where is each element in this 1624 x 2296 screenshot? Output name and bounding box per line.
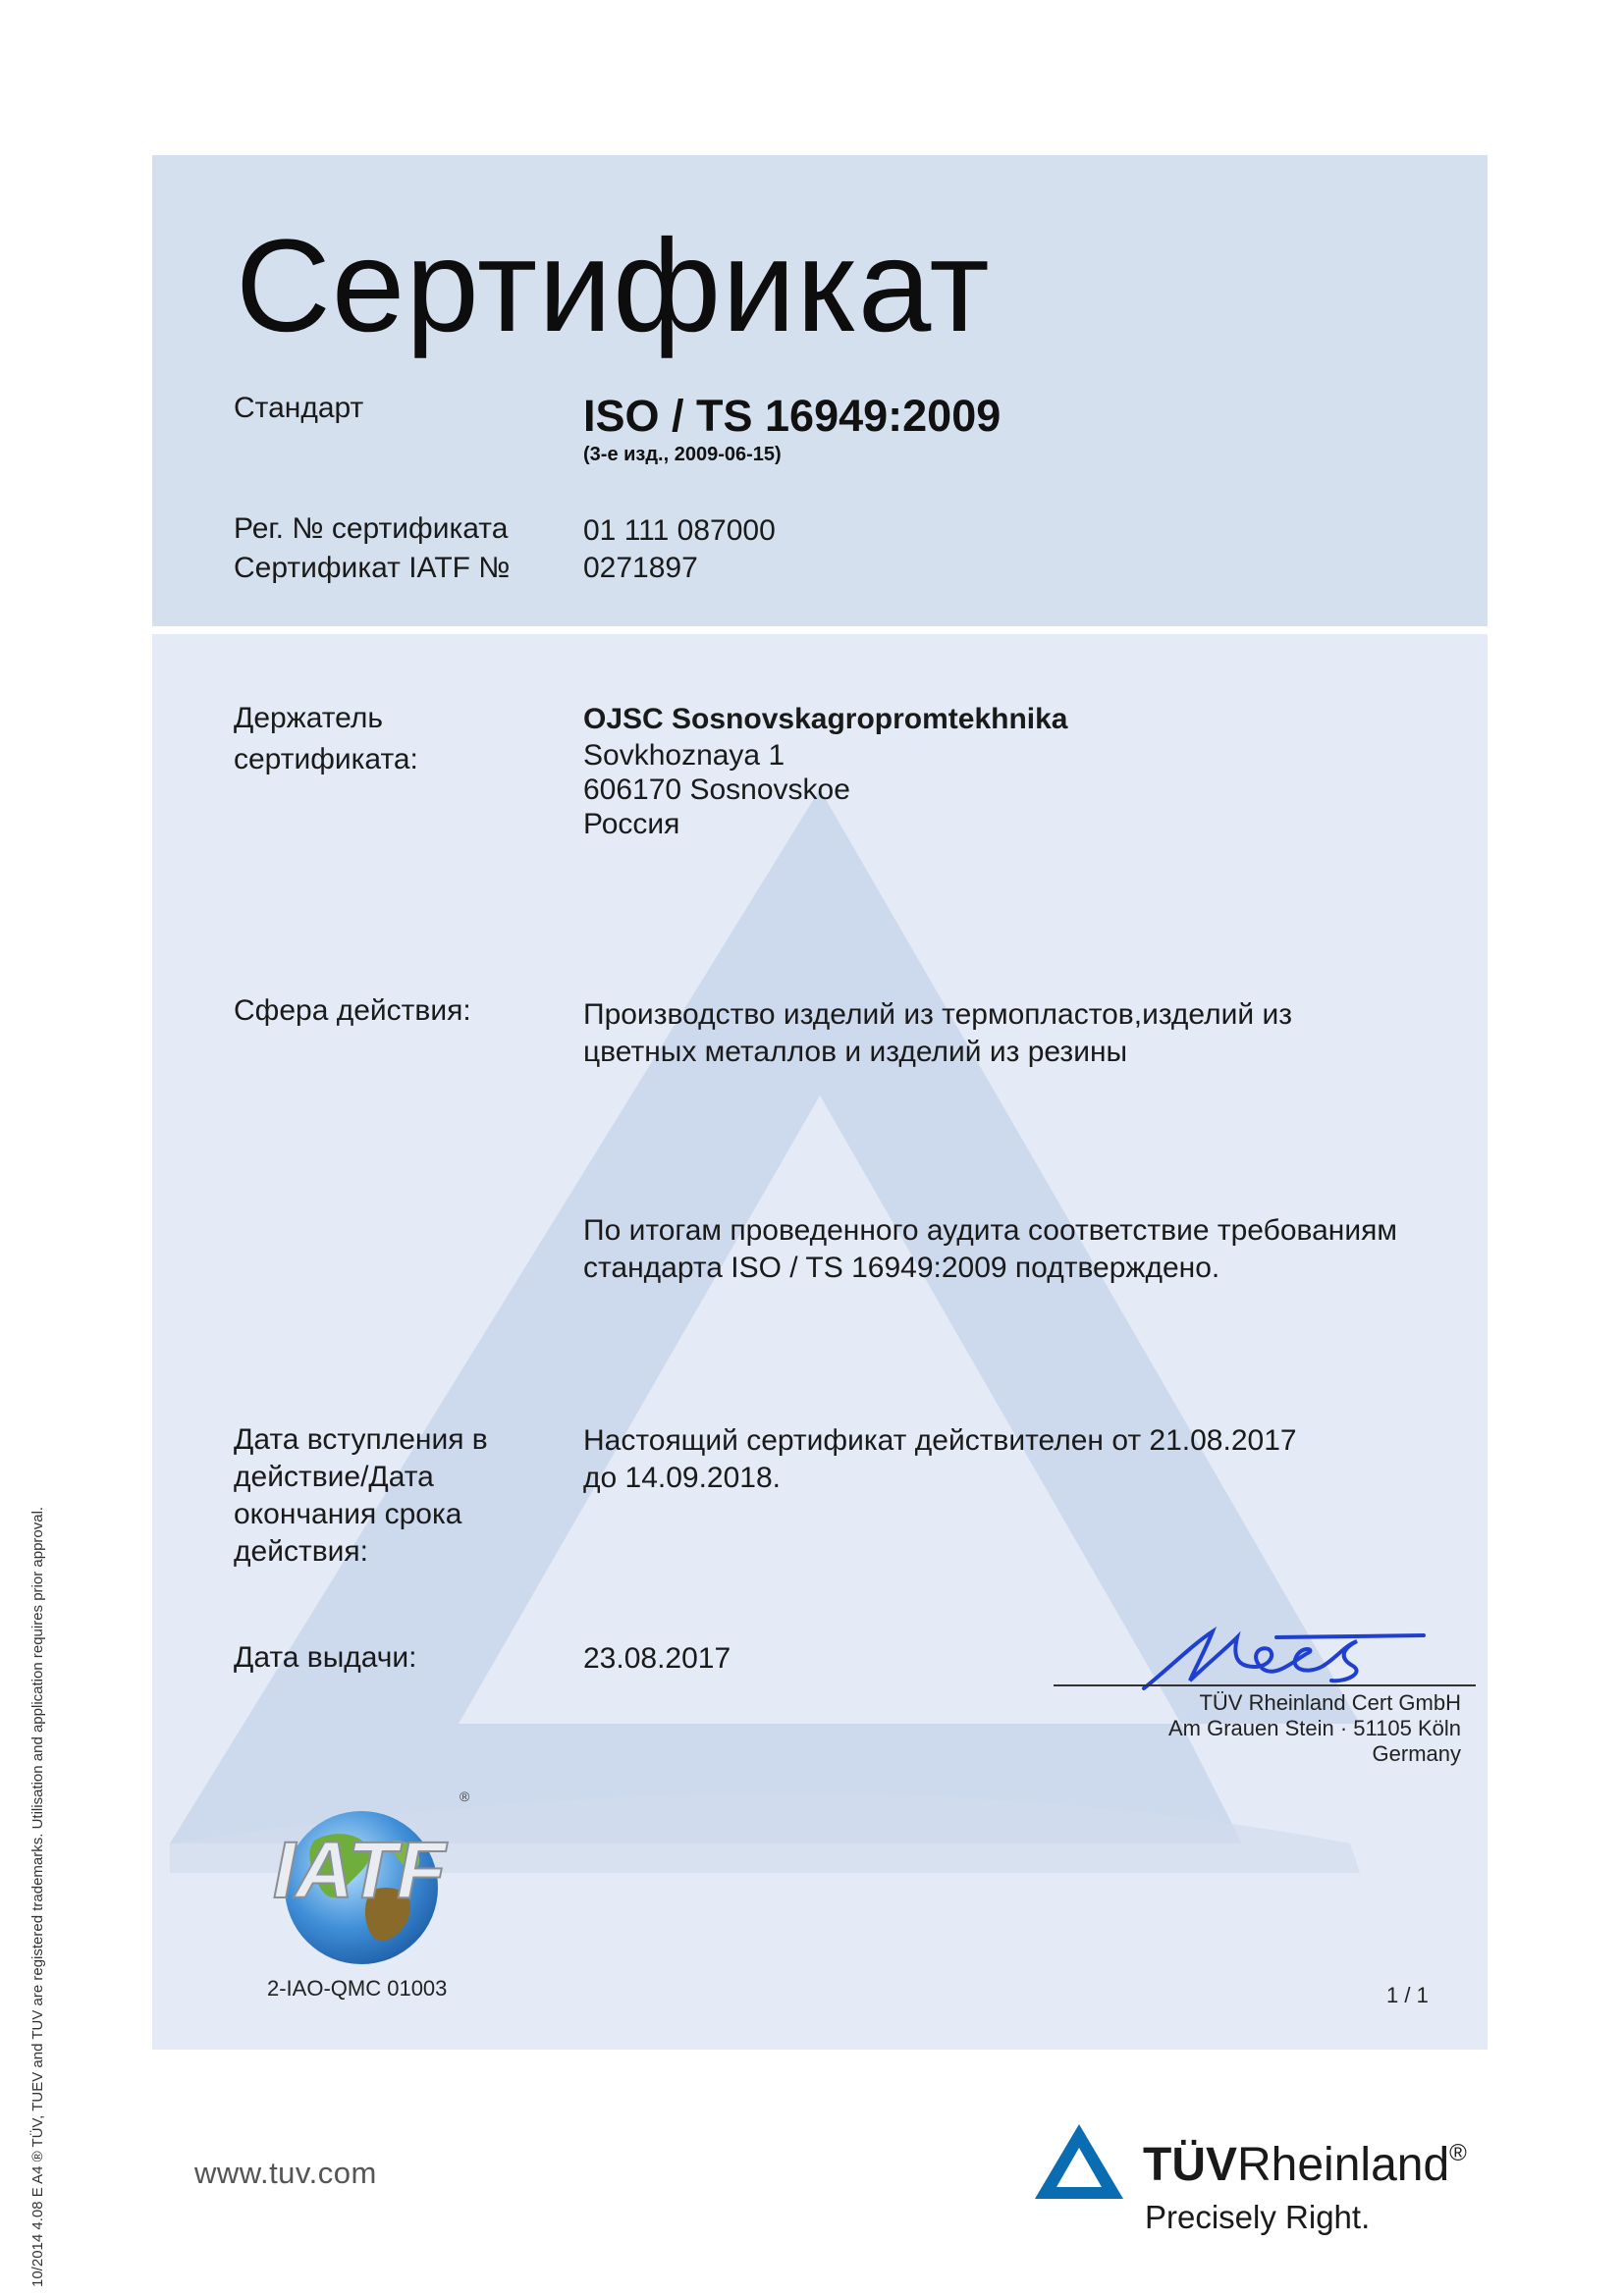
issue-date-value: 23.08.2017 bbox=[583, 1642, 731, 1675]
iatf-number-label: Сертификат IATF № bbox=[234, 552, 511, 584]
iatf-logo-icon bbox=[245, 1782, 481, 1978]
holder-label-line1: Держатель bbox=[234, 702, 384, 734]
issuer-address: Am Grauen Stein · 51105 Köln bbox=[1168, 1716, 1461, 1740]
validity-label-line3: окончания срока bbox=[234, 1498, 462, 1530]
issuer-country: Germany bbox=[1372, 1741, 1461, 1766]
issue-date-label: Дата выдачи: bbox=[234, 1641, 417, 1674]
certificate-title: Сертификат bbox=[236, 213, 991, 359]
tuv-brand-bold: TÜV bbox=[1143, 2139, 1237, 2191]
tuv-brand-regular: Rheinland bbox=[1237, 2139, 1450, 2191]
standard-edition: (3-е изд., 2009-06-15) bbox=[583, 444, 782, 465]
validity-label-line4: действия: bbox=[234, 1535, 368, 1568]
signature-line bbox=[1054, 1684, 1476, 1686]
iatf-code: 2-IAO-QMC 01003 bbox=[267, 1976, 448, 2001]
holder-country: Россия bbox=[583, 808, 680, 840]
tuv-triangle-logo-icon bbox=[1031, 2120, 1127, 2203]
website-link[interactable]: www.tuv.com bbox=[194, 2156, 377, 2190]
issuer-name: TÜV Rheinland Cert GmbH bbox=[1199, 1690, 1461, 1715]
page-number: 1 / 1 bbox=[1386, 1983, 1429, 2007]
holder-street: Sovkhoznaya 1 bbox=[583, 739, 785, 772]
iatf-logo-text: IATF bbox=[273, 1826, 447, 1915]
standard-value: ISO / TS 16949:2009 bbox=[583, 391, 1001, 441]
holder-name: OJSC Sosnovskagropromtekhnika bbox=[583, 703, 1068, 735]
validity-line2: до 14.09.2018. bbox=[583, 1462, 782, 1494]
validity-line1: Настоящий сертификат действителен от 21.08.2017 bbox=[583, 1424, 1297, 1457]
audit-line1: По итогам проведенного аудита соответствие требованиям bbox=[583, 1214, 1397, 1247]
holder-label-line2: сертификата: bbox=[234, 743, 418, 775]
iatf-registered-mark: ® bbox=[460, 1789, 470, 1804]
scope-label: Сфера действия: bbox=[234, 994, 471, 1027]
tuv-brand bbox=[1143, 2138, 1467, 2192]
validity-label-line2: действие/Дата bbox=[234, 1461, 434, 1493]
validity-label-line1: Дата вступления в bbox=[234, 1423, 488, 1456]
scope-line1: Производство изделий из термопластов,изделий из bbox=[583, 998, 1292, 1031]
reg-number-label: Рег. № сертификата bbox=[234, 512, 509, 545]
tuv-registered-mark: ® bbox=[1449, 2140, 1467, 2166]
holder-city: 606170 Sosnovskoe bbox=[583, 774, 850, 806]
issuer-block bbox=[1060, 1690, 1461, 1767]
audit-line2: стандарта ISO / TS 16949:2009 подтверждено. bbox=[583, 1252, 1220, 1284]
iatf-number-value: 0271897 bbox=[583, 552, 698, 584]
scope-line2: цветных металлов и изделий из резины bbox=[583, 1036, 1128, 1068]
trademark-side-note: 10/2014 4.08 E A4 ® TÜV, TUEV and TUV are registered trademarks. Utilisation and application requires prior approval. bbox=[29, 1506, 46, 2287]
tuv-slogan: Precisely Right. bbox=[1145, 2199, 1371, 2235]
standard-label: Стандарт bbox=[234, 392, 364, 424]
reg-number-value: 01 111 087000 bbox=[583, 514, 776, 547]
